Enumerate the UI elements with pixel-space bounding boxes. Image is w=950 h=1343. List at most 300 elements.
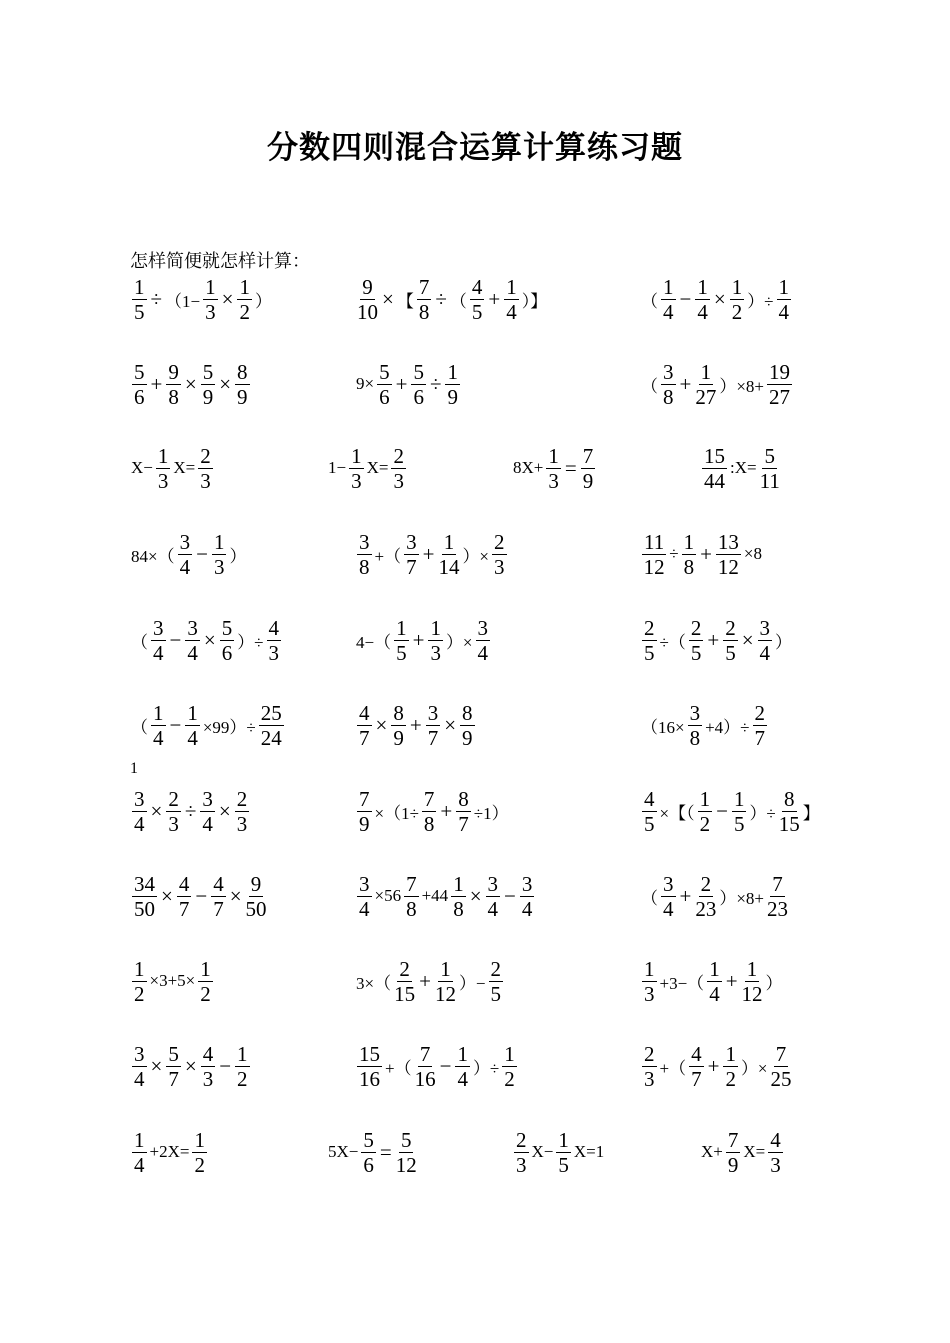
denominator: 3: [351, 468, 362, 493]
denominator: 50: [134, 896, 155, 921]
problem: [130, 951, 215, 1011]
numerator: 3: [663, 359, 674, 384]
page-title: 分数四则混合运算计算练习题: [267, 130, 683, 166]
denominator: 8: [168, 384, 179, 409]
denominator: 2: [134, 981, 145, 1006]
denominator: 23: [695, 896, 717, 921]
numerator: 4: [268, 615, 280, 640]
denominator: 11: [759, 468, 780, 493]
numerator: 2: [690, 615, 702, 640]
denominator: 5: [134, 299, 145, 324]
denominator: 12: [395, 1152, 417, 1177]
numerator: 1: [134, 956, 145, 981]
numerator: 8: [458, 786, 469, 811]
denominator: 50: [245, 896, 267, 921]
denominator: 7: [406, 554, 417, 579]
numerator: 3: [521, 871, 533, 896]
fraction: [777, 275, 792, 324]
fraction: [361, 1128, 376, 1177]
fraction: [201, 1042, 216, 1091]
operator: −: [439, 1053, 452, 1078]
denominator: 9: [727, 1152, 739, 1177]
denominator: 2: [731, 299, 743, 324]
denominator: 6: [134, 384, 145, 409]
numerator: 1: [447, 359, 458, 384]
fraction: [357, 275, 378, 324]
denominator: 4: [477, 640, 489, 665]
denominator: 6: [221, 640, 233, 665]
numerator: 9: [362, 274, 373, 299]
fraction: [156, 444, 171, 493]
numerator: 4: [213, 871, 224, 896]
fraction: [411, 360, 426, 409]
fraction: [661, 275, 676, 324]
denominator: 5: [644, 811, 655, 836]
numerator: 5: [168, 1041, 179, 1066]
numerator: 1: [213, 529, 225, 554]
fraction: [357, 787, 372, 836]
fraction: [438, 530, 459, 579]
denominator: 4: [134, 1152, 145, 1177]
fraction: [132, 1042, 147, 1091]
operator: ×: [375, 712, 388, 737]
numerator: 3: [477, 615, 489, 640]
fraction: [698, 787, 713, 836]
denominator: 5: [490, 981, 502, 1006]
problem: [327, 1122, 419, 1182]
fraction: [151, 616, 166, 665]
operator: ×: [184, 371, 197, 396]
numerator: 5: [400, 1127, 412, 1152]
problem: [327, 438, 408, 498]
fraction: [742, 957, 763, 1006]
operator: ×: [184, 1053, 197, 1078]
numerator: 15: [359, 1041, 380, 1066]
operator: +: [440, 798, 453, 823]
denominator: 9: [582, 468, 594, 493]
expression-text: ÷: [669, 544, 679, 563]
fraction: [185, 616, 200, 665]
numerator: 9: [168, 359, 179, 384]
expression-text: ×【（: [659, 803, 695, 823]
fraction: [404, 872, 419, 921]
fraction: [396, 1128, 417, 1177]
denominator: 12: [717, 554, 739, 579]
denominator: 3: [644, 1066, 655, 1091]
denominator: 12: [741, 981, 763, 1006]
denominator: 4: [521, 896, 533, 921]
numerator: 1: [134, 1127, 145, 1152]
numerator: 5: [379, 359, 390, 384]
denominator: 3: [236, 811, 248, 836]
fraction: [688, 701, 703, 750]
fraction: [546, 444, 561, 493]
numerator: 5: [413, 359, 424, 384]
numerator: 1: [506, 274, 517, 299]
denominator: 3: [430, 640, 441, 665]
numerator: 4: [471, 274, 483, 299]
operator: ×: [150, 1053, 163, 1078]
expression-text: :X=: [730, 458, 757, 477]
fraction: [642, 1042, 657, 1091]
fraction: [177, 872, 192, 921]
numerator: 1: [157, 443, 169, 468]
fraction: [349, 444, 364, 493]
operator: +: [707, 627, 720, 652]
operator: +: [422, 541, 435, 566]
problem: [355, 524, 509, 584]
numerator: 2: [200, 443, 211, 468]
numerator: 5: [363, 1127, 374, 1152]
expression-text: X=: [173, 458, 196, 477]
denominator: 4: [759, 640, 771, 665]
denominator: 12: [434, 981, 456, 1006]
expression-text: ÷（: [659, 632, 686, 652]
denominator: 9: [237, 384, 248, 409]
fraction: [732, 787, 747, 836]
numerator: 1: [200, 956, 211, 981]
denominator: 5: [644, 640, 655, 665]
problem: [355, 610, 492, 670]
denominator: 4: [778, 299, 790, 324]
expression-text: 】: [802, 803, 820, 823]
expression-text: （: [131, 717, 148, 737]
numerator: 3: [689, 700, 701, 725]
numerator: 34: [134, 871, 155, 896]
numerator: 1: [731, 274, 743, 299]
fraction: [166, 787, 181, 836]
numerator: 1: [430, 615, 441, 640]
numerator: 2: [490, 956, 502, 981]
denominator: 3: [393, 468, 404, 493]
fraction: [767, 360, 792, 409]
denominator: 3: [516, 1152, 527, 1177]
fraction: [192, 1128, 207, 1177]
expression-text: 3×（: [356, 973, 392, 993]
fraction: [689, 1042, 704, 1091]
numerator: 4: [644, 786, 655, 811]
numerator: 1: [187, 700, 198, 725]
numerator: 5: [202, 359, 214, 384]
operator: −: [196, 541, 208, 566]
operator: ÷: [184, 798, 197, 823]
problem: [640, 951, 784, 1011]
expression-text: ）: [765, 973, 783, 993]
fraction: [394, 957, 415, 1006]
denominator: 6: [379, 384, 390, 409]
numerator: 3: [179, 529, 191, 554]
numerator: 3: [406, 529, 417, 554]
fraction: [198, 444, 213, 493]
denominator: 12: [643, 554, 665, 579]
expression-text: ×3+5×: [149, 971, 196, 990]
numerator: 1: [709, 956, 720, 981]
numerator: 1: [558, 1127, 569, 1152]
expression-text: （16×: [641, 717, 685, 737]
denominator: 4: [134, 1066, 145, 1091]
numerator: 2: [754, 700, 766, 725]
fraction: [357, 1042, 382, 1091]
numerator: 1: [548, 443, 559, 468]
expression-text: X−: [531, 1142, 554, 1161]
fraction: [357, 872, 372, 921]
numerator: 8: [462, 700, 473, 725]
operator: +: [679, 371, 692, 396]
fraction: [504, 275, 519, 324]
fraction: [212, 530, 227, 579]
fraction: [556, 1128, 571, 1177]
expression-text: X=: [366, 458, 389, 477]
operator: ×: [741, 627, 754, 652]
denominator: 4: [153, 725, 164, 750]
expression-text: ÷1）: [473, 803, 509, 823]
fraction: [716, 530, 741, 579]
operator: ×: [218, 798, 231, 823]
fraction: [682, 530, 697, 579]
operator: ×: [469, 883, 482, 908]
fraction: [768, 1128, 783, 1177]
numerator: 7: [423, 786, 435, 811]
problem: [640, 866, 790, 926]
numerator: 3: [134, 1041, 145, 1066]
expression-text: +44: [421, 886, 449, 905]
numerator: 2: [700, 871, 712, 896]
numerator: 2: [393, 443, 404, 468]
numerator: 1: [239, 274, 250, 299]
denominator: 3: [268, 640, 280, 665]
numerator: 1: [697, 274, 708, 299]
denominator: 3: [644, 981, 655, 1006]
operator: +: [409, 712, 422, 737]
numerator: 4: [178, 871, 190, 896]
denominator: 3: [770, 1152, 781, 1177]
fraction: [581, 444, 596, 493]
denominator: 16: [414, 1066, 436, 1091]
denominator: 8: [453, 896, 464, 921]
denominator: 6: [363, 1152, 374, 1177]
problem: [355, 781, 510, 841]
problem: [130, 610, 283, 670]
fraction: [178, 530, 193, 579]
numerator: 8: [237, 359, 248, 384]
fraction: [486, 872, 501, 921]
fraction: [422, 787, 437, 836]
fraction: [726, 1128, 741, 1177]
operator: +: [419, 968, 431, 993]
expression-text: ）÷: [749, 803, 776, 823]
problem: [640, 269, 793, 329]
fraction: [203, 275, 218, 324]
numerator: 3: [759, 615, 771, 640]
numerator: 8: [393, 700, 404, 725]
fraction: [198, 957, 213, 1006]
denominator: 4: [153, 640, 164, 665]
numerator: 1: [504, 1041, 515, 1066]
numerator: 1: [700, 359, 712, 384]
denominator: 7: [178, 896, 190, 921]
denominator: 3: [548, 468, 559, 493]
fraction: [166, 360, 181, 409]
numerator: 4: [359, 700, 370, 725]
fraction: [235, 787, 250, 836]
numerator: 19: [769, 359, 791, 384]
numerator: 7: [775, 1041, 787, 1066]
stray-mark: 1: [130, 760, 138, 777]
expression-text: （1−: [165, 291, 201, 311]
fraction: [428, 616, 443, 665]
numerator: 7: [359, 786, 370, 811]
expression-text: X=1: [573, 1142, 605, 1161]
problem: [130, 695, 286, 755]
problem: [640, 610, 793, 670]
denominator: 4: [359, 896, 370, 921]
numerator: 3: [134, 786, 145, 811]
expression-text: ）×: [462, 546, 490, 566]
fraction: [455, 1042, 470, 1091]
expression-text: 1−: [328, 458, 347, 477]
numerator: 7: [406, 871, 417, 896]
denominator: 44: [704, 468, 725, 493]
denominator: 9: [462, 725, 473, 750]
expression-text: ）: [775, 632, 793, 652]
operator: ×: [219, 371, 232, 396]
denominator: 5: [690, 640, 702, 665]
problem: [130, 866, 269, 926]
problem: [355, 354, 462, 414]
numerator: 3: [487, 871, 499, 896]
fraction: [426, 701, 441, 750]
fraction: [220, 616, 235, 665]
expression-text: （: [641, 888, 658, 908]
operator: =: [379, 1139, 392, 1164]
operator: +: [488, 286, 501, 311]
fraction: [642, 530, 666, 579]
denominator: 15: [394, 981, 416, 1006]
numerator: 1: [396, 615, 407, 640]
denominator: 2: [194, 1152, 205, 1177]
expression-text: +2X=: [149, 1142, 190, 1161]
numerator: 8: [784, 786, 795, 811]
fraction: [760, 444, 780, 493]
expression-text: （: [641, 291, 658, 311]
instruction-text: 怎样简便就怎样计算：: [130, 251, 310, 272]
numerator: 3: [663, 871, 674, 896]
denominator: 4: [179, 554, 191, 579]
denominator: 9: [359, 811, 370, 836]
denominator: 9: [447, 384, 458, 409]
expression-text: +（: [385, 1058, 412, 1078]
numerator: 3: [202, 786, 213, 811]
denominator: 16: [359, 1066, 380, 1091]
numerator: 2: [168, 786, 179, 811]
denominator: 8: [689, 725, 701, 750]
denominator: 8: [359, 554, 370, 579]
denominator: 4: [202, 811, 213, 836]
expression-text: 4−（: [356, 632, 392, 652]
expression-text: ×56: [374, 886, 402, 905]
operator: ×: [229, 883, 242, 908]
numerator: 7: [418, 274, 430, 299]
numerator: 15: [704, 443, 725, 468]
numerator: 2: [399, 956, 410, 981]
expression-text: ）−: [458, 973, 486, 993]
fraction: [357, 701, 372, 750]
fraction: [661, 360, 676, 409]
denominator: 5: [733, 811, 745, 836]
denominator: 3: [157, 468, 169, 493]
numerator: 7: [772, 871, 783, 896]
denominator: 4: [134, 811, 145, 836]
fraction: [723, 1042, 738, 1091]
fraction: [502, 1042, 517, 1091]
numerator: 1: [205, 274, 216, 299]
operator: ÷: [429, 371, 442, 396]
denominator: 3: [213, 554, 225, 579]
fraction: [707, 957, 722, 1006]
fraction: [758, 616, 773, 665]
expression-text: +3−（: [659, 973, 705, 993]
operator: ×: [713, 286, 726, 311]
operator: +: [707, 1053, 720, 1078]
denominator: 4: [487, 896, 499, 921]
denominator: 5: [396, 640, 407, 665]
numerator: 1: [725, 1041, 736, 1066]
denominator: 8: [683, 554, 695, 579]
expression-text: （: [449, 291, 467, 311]
numerator: 25: [260, 700, 282, 725]
numerator: 2: [236, 786, 248, 811]
numerator: 2: [516, 1127, 527, 1152]
expression-text: X=: [743, 1142, 766, 1161]
fraction: [730, 275, 745, 324]
denominator: 8: [663, 384, 674, 409]
denominator: 2: [237, 1066, 248, 1091]
operator: =: [564, 455, 577, 480]
operator: −: [169, 712, 182, 737]
problem: [700, 438, 782, 498]
problem: [130, 524, 247, 584]
expression-text: X−: [131, 458, 153, 477]
fraction: [723, 616, 738, 665]
denominator: 24: [260, 725, 282, 750]
fraction: [451, 872, 466, 921]
denominator: 4: [187, 640, 198, 665]
denominator: 4: [663, 896, 674, 921]
operator: ×: [382, 286, 394, 311]
operator: ÷: [150, 286, 163, 311]
numerator: 3: [153, 615, 164, 640]
expression-text: ）×8+: [719, 376, 765, 396]
numerator: 1: [351, 443, 362, 468]
fraction: [201, 360, 216, 409]
fraction: [151, 701, 166, 750]
fraction: [476, 616, 491, 665]
operator: −: [679, 286, 692, 311]
denominator: 10: [357, 299, 378, 324]
fraction: [435, 957, 456, 1006]
problem: [640, 695, 769, 755]
fraction: [514, 1128, 529, 1177]
fraction: [377, 360, 392, 409]
expression-text: （: [131, 632, 148, 652]
expression-text: 9×: [356, 374, 375, 393]
denominator: 3: [200, 468, 211, 493]
fraction: [132, 360, 147, 409]
denominator: 3: [202, 1066, 214, 1091]
denominator: 15: [778, 811, 800, 836]
denominator: 4: [663, 299, 674, 324]
fraction: [470, 275, 485, 324]
